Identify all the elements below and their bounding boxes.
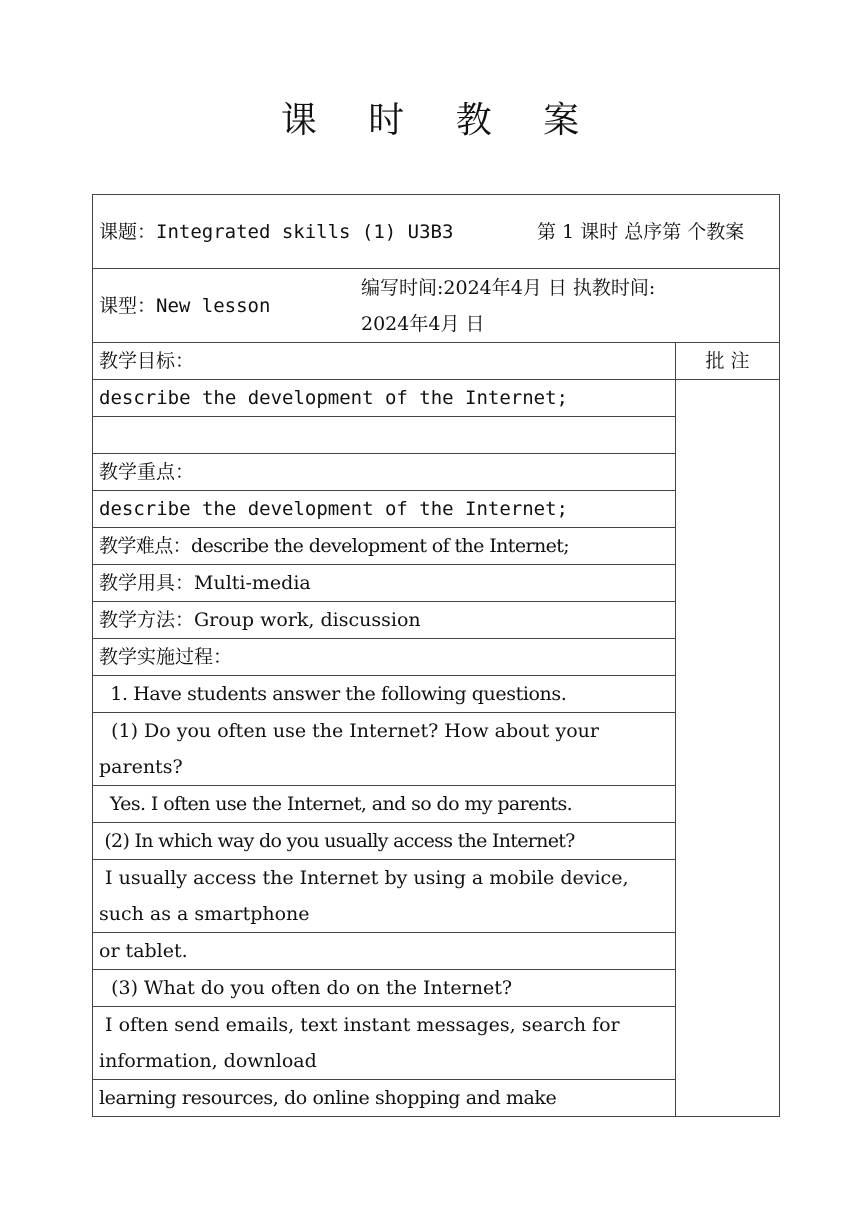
difficult-points-row: 教学难点：describe the development of the Internet; [93,528,676,565]
teaching-methods-row: 教学方法：Group work, discussion [93,602,676,639]
question-3: (3) What do you often do on the Internet? [93,970,676,1007]
objective-row: describe the development of the Internet; [93,380,676,417]
time-cell [361,270,779,342]
teaching-aids-row: 教学用具：Multi-media [93,565,676,602]
process-label: 教学实施过程： [93,639,676,676]
teach-time: 2024年4月 日 [361,312,485,335]
type-cell [99,270,361,342]
question-2: (2) In which way do you usually access the Internet? [93,823,676,860]
empty-row [93,417,676,454]
topic-value: Integrated skills (1) U3B3 [156,220,454,243]
topic-cell [99,214,537,250]
key-point-row: describe the development of the Internet; [93,491,676,528]
page-title: 课 时 教 案 [280,100,600,141]
write-time: 编写时间:2024年4月 日 执教时间: [361,276,656,299]
answer-3-continued: learning resources, do online shopping and make [93,1080,676,1117]
type-value: New lesson [156,294,271,317]
objectives-label: 教学目标： [93,343,676,380]
question-1: (1) Do you often use the Internet? How about your parents? [93,713,676,786]
topic-label: 课题： [99,220,157,243]
period-cell [537,214,779,250]
type-label: 课型： [99,294,157,317]
lesson-plan-table [92,194,780,1117]
process-step-1: 1. Have students answer the following questions. [93,676,676,713]
period-text: 第 1 课时 总序第 个教案 [537,220,745,243]
answer-3: I often send emails, text instant messages, search for information, download [93,1007,676,1080]
answer-1: Yes. I often use the Internet, and so do my parents. [93,786,676,823]
answer-2: I usually access the Internet by using a mobile device, such as a smartphone [93,860,676,933]
remarks-header: 批 注 [676,343,780,380]
key-points-label: 教学重点： [93,454,676,491]
remarks-column [676,380,780,1117]
header-row-type [99,270,779,342]
answer-2-continued: or tablet. [93,933,676,970]
header-row-topic [99,214,779,250]
